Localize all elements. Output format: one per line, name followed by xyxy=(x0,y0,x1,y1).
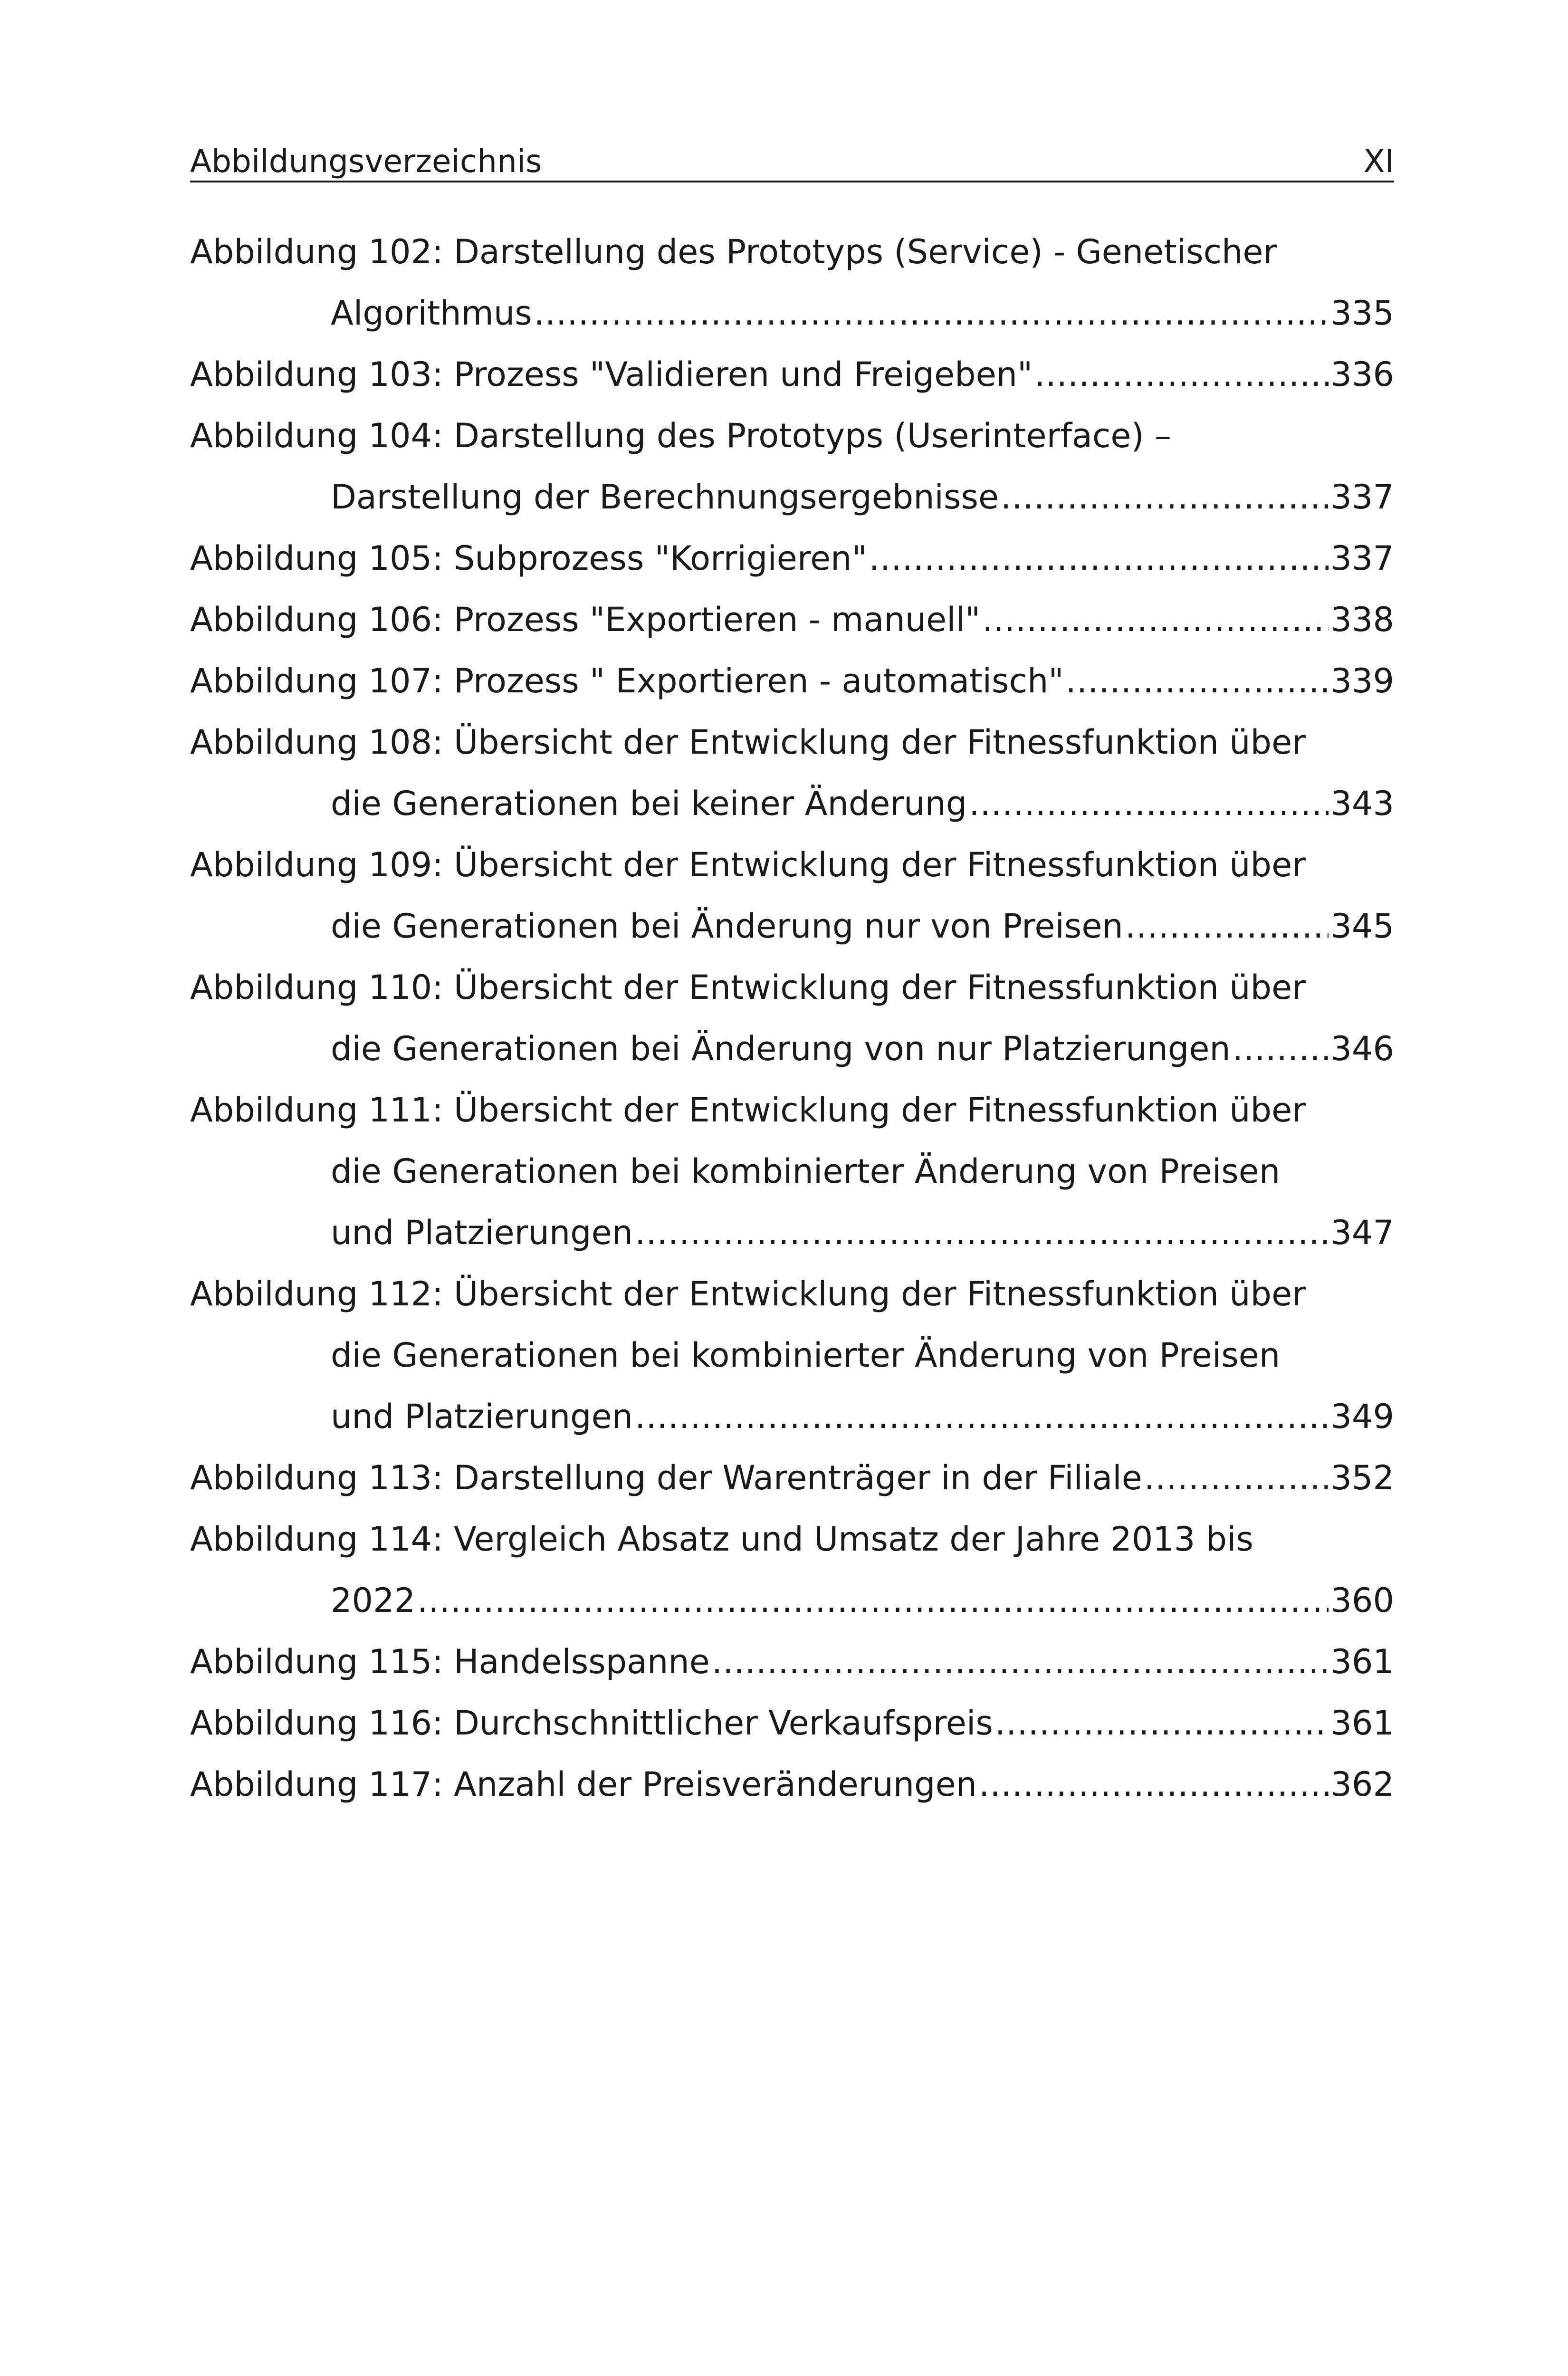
toc-entry-text: Abbildung 104: Darstellung des Prototyps (Userinterface) – xyxy=(190,416,1171,455)
header-page-number: XI xyxy=(1363,143,1394,180)
toc-entry-line xyxy=(190,589,1394,651)
toc-page-number: 360 xyxy=(1330,1581,1394,1620)
toc-page-number: 339 xyxy=(1330,661,1394,700)
toc-entry-line xyxy=(190,1570,1394,1631)
toc-entry-line xyxy=(190,1754,1394,1815)
toc-entry[interactable] xyxy=(190,834,1394,957)
toc-page-number: 345 xyxy=(1330,907,1394,946)
list-of-figures xyxy=(190,221,1394,1815)
toc-entry-line xyxy=(190,1018,1394,1080)
toc-page-number: 347 xyxy=(1330,1213,1394,1252)
toc-page-number: 349 xyxy=(1330,1397,1394,1436)
dot-leader xyxy=(1125,896,1329,957)
header-title: Abbildungsverzeichnis xyxy=(190,143,542,180)
toc-entry-text: die Generationen bei keiner Änderung xyxy=(331,784,967,823)
toc-entry-line xyxy=(190,221,1394,283)
toc-entry-text: Abbildung 103: Prozess "Validieren und Freigeben" xyxy=(190,355,1033,394)
toc-page-number: 336 xyxy=(1330,355,1394,394)
dot-leader xyxy=(635,1202,1329,1264)
toc-entry-line xyxy=(190,1386,1394,1447)
toc-entry-text: Abbildung 114: Vergleich Absatz und Umsatz der Jahre 2013 bis xyxy=(190,1520,1254,1559)
toc-page-number: 362 xyxy=(1330,1765,1394,1804)
dot-leader xyxy=(417,1570,1329,1631)
toc-entry-text: Abbildung 108: Übersicht der Entwicklung der Fitnessfunktion über xyxy=(190,723,1306,762)
toc-entry-text: 2022 xyxy=(331,1581,416,1620)
toc-entry-line xyxy=(190,467,1394,528)
toc-page-number: 335 xyxy=(1330,294,1394,333)
toc-entry-line xyxy=(190,773,1394,834)
toc-entry-text: Abbildung 112: Übersicht der Entwicklung der Fitnessfunktion über xyxy=(190,1274,1306,1313)
toc-entry[interactable] xyxy=(190,221,1394,344)
toc-entry-text: Abbildung 107: Prozess " Exportieren - automatisch" xyxy=(190,661,1064,700)
toc-entry[interactable] xyxy=(190,1080,1394,1264)
toc-entry-text: Abbildung 105: Subprozess "Korrigieren" xyxy=(190,539,867,578)
dot-leader xyxy=(712,1631,1329,1693)
dot-leader xyxy=(979,1754,1329,1815)
toc-entry[interactable] xyxy=(190,1693,1394,1754)
toc-entry[interactable] xyxy=(190,1447,1394,1509)
toc-page-number: 343 xyxy=(1330,784,1394,823)
dot-leader xyxy=(869,528,1329,589)
running-header xyxy=(190,141,1394,182)
dot-leader xyxy=(534,283,1329,344)
toc-entry-line xyxy=(190,1080,1394,1141)
toc-page-number: 338 xyxy=(1330,600,1394,639)
toc-entry-line xyxy=(190,896,1394,957)
toc-entry-text: Abbildung 109: Übersicht der Entwicklung der Fitnessfunktion über xyxy=(190,845,1306,884)
dot-leader xyxy=(982,589,1329,651)
toc-entry[interactable] xyxy=(190,528,1394,589)
toc-entry-line xyxy=(190,1264,1394,1325)
toc-entry-line xyxy=(190,1325,1394,1386)
toc-page-number: 361 xyxy=(1330,1642,1394,1681)
toc-entry-text: Abbildung 115: Handelsspanne xyxy=(190,1642,710,1681)
toc-entry[interactable] xyxy=(190,712,1394,834)
toc-entry-text: die Generationen bei Änderung von nur Platzierungen xyxy=(331,1029,1231,1068)
toc-page-number: 361 xyxy=(1330,1704,1394,1743)
toc-page-number: 346 xyxy=(1330,1029,1394,1068)
dot-leader xyxy=(1233,1018,1329,1080)
toc-entry-text: Darstellung der Berechnungsergebnisse xyxy=(331,478,999,517)
toc-entry[interactable] xyxy=(190,1754,1394,1815)
toc-entry-line xyxy=(190,405,1394,467)
toc-entry-text: Abbildung 117: Anzahl der Preisveränderungen xyxy=(190,1765,977,1804)
toc-entry-line xyxy=(190,957,1394,1018)
dot-leader xyxy=(1066,651,1329,712)
dot-leader xyxy=(1144,1447,1329,1509)
toc-entry-text: Abbildung 111: Übersicht der Entwicklung der Fitnessfunktion über xyxy=(190,1091,1306,1130)
toc-entry[interactable] xyxy=(190,1264,1394,1447)
toc-entry[interactable] xyxy=(190,1631,1394,1693)
toc-entry-text: Algorithmus xyxy=(331,294,532,333)
toc-entry-text: und Platzierungen xyxy=(331,1213,633,1252)
toc-entry[interactable] xyxy=(190,405,1394,528)
toc-entry[interactable] xyxy=(190,589,1394,651)
toc-entry-line xyxy=(190,1141,1394,1202)
toc-entry-text: Abbildung 110: Übersicht der Entwicklung der Fitnessfunktion über xyxy=(190,968,1306,1007)
toc-entry-text: die Generationen bei kombinierter Änderung von Preisen xyxy=(331,1336,1281,1375)
toc-page-number: 337 xyxy=(1330,478,1394,517)
toc-entry-text: Abbildung 113: Darstellung der Warenträger in der Filiale xyxy=(190,1458,1142,1497)
toc-entry-line xyxy=(190,344,1394,405)
toc-entry-text: und Platzierungen xyxy=(331,1397,633,1436)
toc-page-number: 352 xyxy=(1330,1458,1394,1497)
toc-entry-line xyxy=(190,1693,1394,1754)
toc-entry-text: die Generationen bei Änderung nur von Preisen xyxy=(331,907,1123,946)
toc-entry-text: die Generationen bei kombinierter Änderung von Preisen xyxy=(331,1152,1281,1191)
toc-entry-line xyxy=(190,1631,1394,1693)
dot-leader xyxy=(635,1386,1329,1447)
dot-leader xyxy=(995,1693,1329,1754)
toc-entry-text: Abbildung 102: Darstellung des Prototyps (Service) - Genetischer xyxy=(190,232,1277,271)
toc-entry-text: Abbildung 116: Durchschnittlicher Verkaufspreis xyxy=(190,1704,993,1743)
toc-entry[interactable] xyxy=(190,1509,1394,1631)
toc-entry-line xyxy=(190,1509,1394,1570)
toc-entry-line xyxy=(190,1447,1394,1509)
toc-entry-line xyxy=(190,528,1394,589)
dot-leader xyxy=(969,773,1329,834)
toc-entry[interactable] xyxy=(190,651,1394,712)
toc-entry[interactable] xyxy=(190,957,1394,1080)
toc-entry-line xyxy=(190,834,1394,896)
dot-leader xyxy=(1034,344,1329,405)
toc-entry-line xyxy=(190,651,1394,712)
toc-entry-text: Abbildung 106: Prozess "Exportieren - manuell" xyxy=(190,600,981,639)
toc-entry-line xyxy=(190,1202,1394,1264)
toc-entry-line xyxy=(190,712,1394,773)
toc-entry[interactable] xyxy=(190,344,1394,405)
dot-leader xyxy=(1001,467,1329,528)
toc-entry-line xyxy=(190,283,1394,344)
toc-page-number: 337 xyxy=(1330,539,1394,578)
